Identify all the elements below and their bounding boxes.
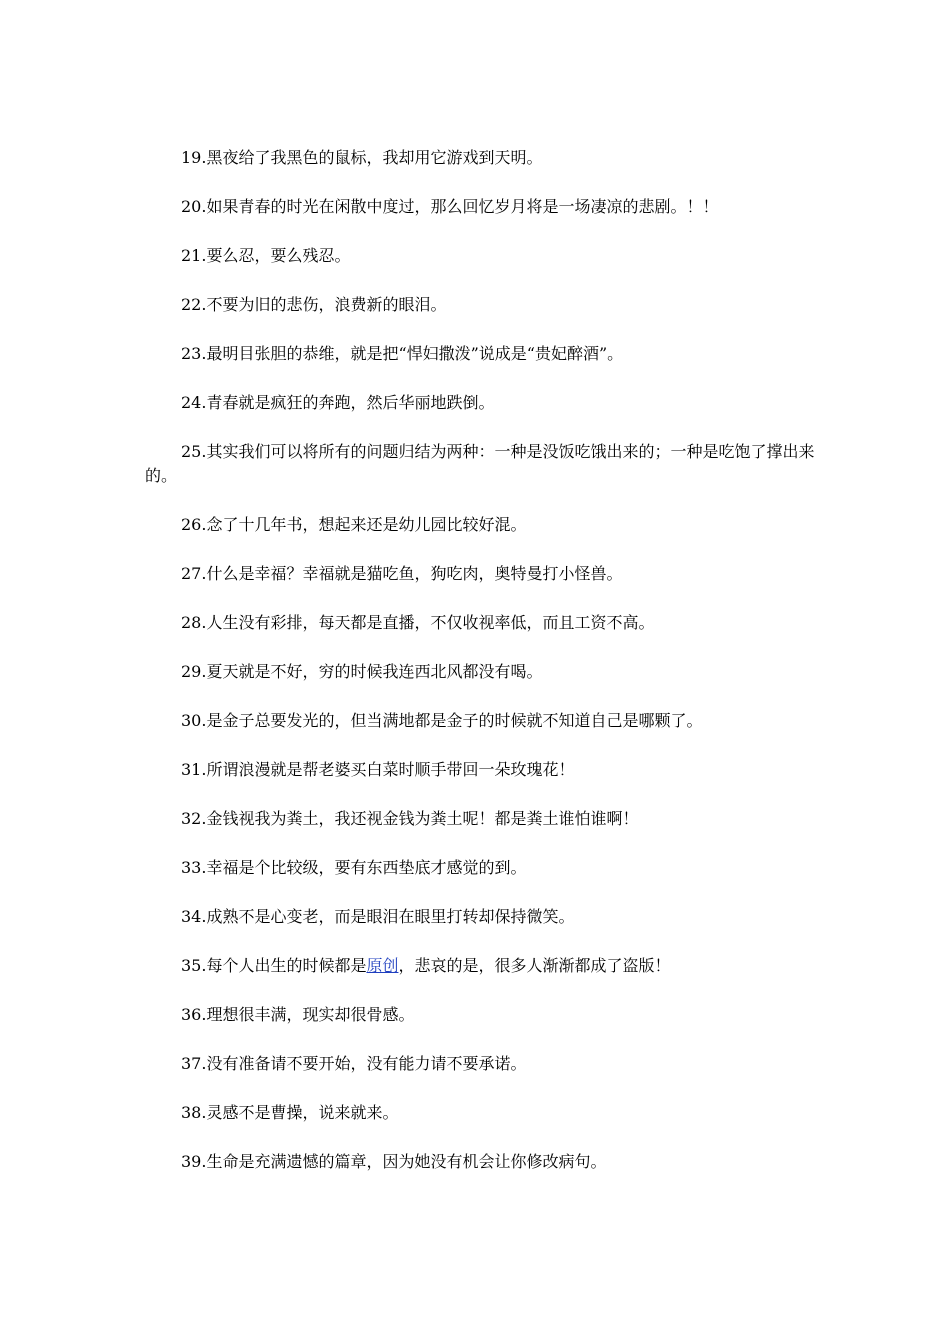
list-item: 34.成熟不是心变老，而是眼泪在眼里打转却保持微笑。 — [181, 907, 575, 926]
list-item: 30.是金子总要发光的，但当满地都是金子的时候就不知道自己是哪颗了。 — [181, 711, 703, 730]
list-item: 26.念了十几年书，想起来还是幼儿园比较好混。 — [181, 515, 527, 534]
list-item: 23.最明目张胆的恭维，就是把“悍妇撒泼”说成是“贵妃醉酒”。 — [181, 344, 624, 363]
list-item: 38.灵感不是曹操，说来就来。 — [181, 1103, 399, 1122]
list-item: 31.所谓浪漫就是帮老婆买白菜时顺手带回一朵玫瑰花！ — [181, 760, 575, 779]
list-item: 22.不要为旧的悲伤，浪费新的眼泪。 — [181, 295, 447, 314]
list-item: 21.要么忍，要么残忍。 — [181, 246, 351, 265]
list-item: 36.理想很丰满，现实却很骨感。 — [181, 1005, 415, 1024]
list-item: 29.夏天就是不好，穷的时候我连西北风都没有喝。 — [181, 662, 543, 681]
list-item: 24.青春就是疯狂的奔跑，然后华丽地跌倒。 — [181, 393, 495, 412]
list-item: 19.黑夜给了我黑色的鼠标，我却用它游戏到天明。 — [181, 148, 543, 167]
original-link[interactable]: 原创 — [366, 956, 399, 975]
list-item-with-link — [145, 954, 825, 978]
list-item-text-after: ，悲哀的是，很多人渐渐都成了盗版！ — [398, 956, 671, 975]
list-item: 37.没有准备请不要开始，没有能力请不要承诺。 — [181, 1054, 527, 1073]
list-item: 28.人生没有彩排，每天都是直播，不仅收视率低，而且工资不高。 — [181, 613, 655, 632]
quote-list — [145, 146, 825, 1199]
list-item: 32.金钱视我为粪土，我还视金钱为粪土呢！都是粪土谁怕谁啊！ — [181, 809, 639, 828]
list-item: 25.其实我们可以将所有的问题归结为两种：一种是没饭吃饿出来的；一种是吃饱了撑出来的。 — [145, 442, 815, 485]
list-item: 39.生命是充满遗憾的篇章，因为她没有机会让你修改病句。 — [181, 1152, 607, 1171]
list-item: 27.什么是幸福？幸福就是猫吃鱼，狗吃肉，奥特曼打小怪兽。 — [181, 564, 623, 583]
list-item-text-before: 35.每个人出生的时候都是 — [181, 956, 367, 975]
list-item: 33.幸福是个比较级，要有东西垫底才感觉的到。 — [181, 858, 527, 877]
list-item: 20.如果青春的时光在闲散中度过，那么回忆岁月将是一场凄凉的悲剧。！！ — [181, 197, 719, 216]
